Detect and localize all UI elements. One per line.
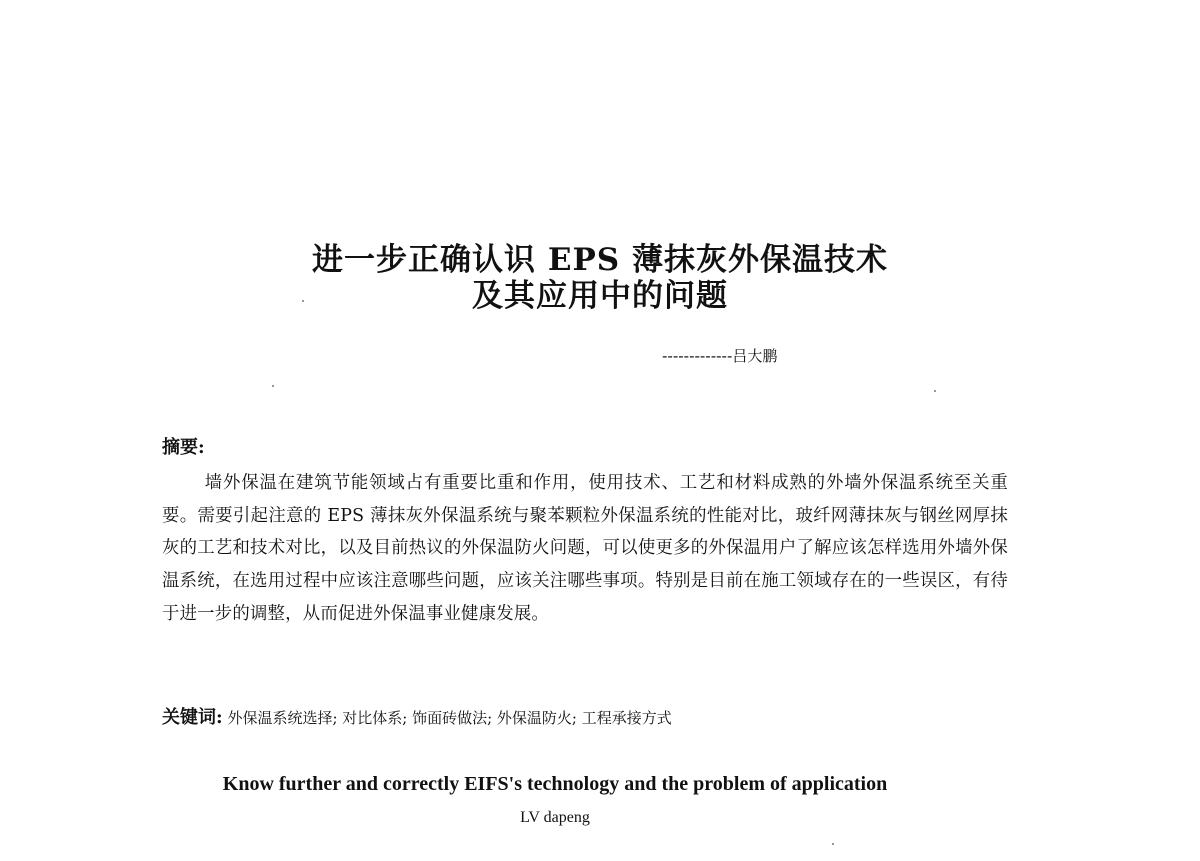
paper-title-line-2: 及其应用中的问题 xyxy=(472,278,728,314)
abstract-text: 墙外保温在建筑节能领域占有重要比重和作用，使用技术、工艺和材料成熟的外墙外保温系统至关重要。需要引起注意的 EPS 薄抹灰外保温系统与聚苯颗粒外保温系统的性能对比，玻纤网薄抹灰与钢丝网厚抹灰的工艺和技术对比，以及目前热议的外保温防火问题，可以使更多的外保温用户了解应该怎样选用外墙外保温系统，在选用过程中应该注意哪些问题，应该关注哪些事项。特别是目前在施工领域存在的一些误区，有待于进一步的调整，从而促进外保温事业健康发展。 xyxy=(162,473,1008,624)
keywords-line xyxy=(162,707,672,729)
author-byline: -------------吕大鹏 xyxy=(662,347,778,365)
abstract-heading: 摘要: xyxy=(162,437,205,458)
english-title: Know further and correctly EIFS's technology and the problem of application xyxy=(222,773,888,795)
abstract-body xyxy=(162,467,1008,631)
scan-speck xyxy=(302,300,304,302)
keywords-label: 关键词: xyxy=(162,707,223,728)
english-author: LV dapeng xyxy=(520,809,590,826)
scan-speck xyxy=(934,390,936,392)
paper-title-line-1: 进一步正确认识 EPS 薄抹灰外保温技术 xyxy=(312,242,888,278)
scan-speck xyxy=(272,385,274,387)
scan-speck xyxy=(832,843,834,845)
keywords-text: 外保温系统选择; 对比体系; 饰面砖做法; 外保温防火; 工程承接方式 xyxy=(227,709,672,727)
